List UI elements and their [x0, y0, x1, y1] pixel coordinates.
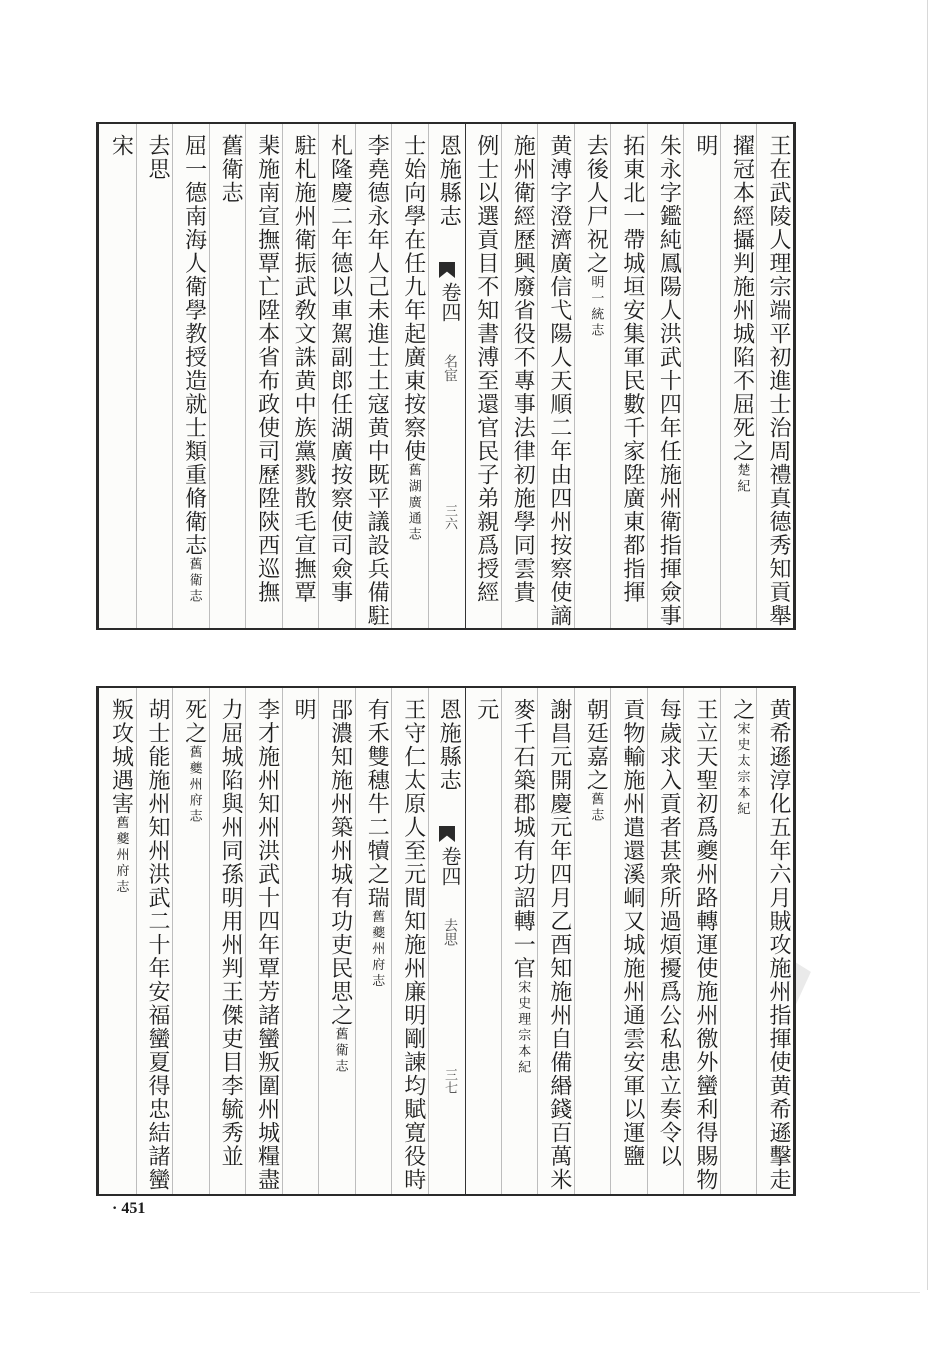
column-text: 元 [473, 698, 499, 722]
column-rule [610, 688, 611, 1194]
column-text: 札隆慶二年德以車駕副郎任湖廣按察使司僉事 [327, 134, 353, 604]
column-rule [537, 688, 538, 1194]
fold-page-number: 三七 [441, 1068, 457, 1094]
text-column [537, 688, 574, 1194]
column-text: 擢冠本經攝判施州城陷不屈死之 [729, 134, 755, 463]
column-text: 例士以選貢目不知書溥至還官民子弟親爲授經 [473, 134, 499, 604]
fold-title: 恩施縣志 [436, 134, 462, 228]
text-column [136, 688, 173, 1194]
column-text: 力屈城陷與州同孫明用州判王傑吏目李毓秀並 [218, 698, 244, 1168]
text-column [245, 124, 282, 628]
lower-page-panel [96, 686, 796, 1196]
text-column [720, 688, 757, 1194]
text-column [318, 688, 355, 1194]
column-text: 李才施州知州洪武十四年覃芳諸蠻叛圍州城糧盡 [254, 698, 280, 1192]
text-column [355, 688, 392, 1194]
column-text: 貢物輸施州遣還溪峒又城施州通雲安軍以運鹽 [619, 698, 645, 1168]
column-text: 朱永字鑑純鳳陽人洪武十四年任施州衛指揮僉事 [656, 134, 682, 628]
text-column [537, 124, 574, 628]
column-rule [574, 124, 575, 628]
column-rule [501, 688, 502, 1194]
column-text: 去思 [145, 134, 171, 181]
text-column [136, 124, 173, 628]
column-text: 朝廷嘉之 [583, 698, 609, 792]
text-column [647, 124, 684, 628]
fold-title: 恩施縣志 [436, 698, 462, 792]
text-column [99, 124, 136, 628]
column-text: 黄希遜淳化五年六月賊攻施州指揮使黄希遜擊走 [765, 698, 791, 1192]
text-column [756, 124, 793, 628]
column-rule [720, 688, 721, 1194]
text-column [209, 688, 246, 1194]
fold-volume: 卷四 [437, 282, 462, 322]
column-rule [355, 688, 356, 1194]
column-rule [245, 124, 246, 628]
column-text: 叛攻城遇害 [108, 698, 134, 816]
text-column [501, 124, 538, 628]
column-rule [209, 688, 210, 1194]
column-source-note: 舊衛志 [332, 1027, 348, 1075]
text-column [209, 124, 246, 628]
column-rule [756, 124, 757, 628]
column-rule [501, 124, 502, 628]
page-edge [927, 0, 928, 1290]
text-column [683, 124, 720, 628]
fold-section: 去思 [441, 918, 458, 946]
column-rule [318, 688, 319, 1194]
column-text: 明 [692, 134, 718, 158]
text-column [99, 688, 136, 1194]
column-text: 胡士能施州知州洪武二十年安福蠻夏得忠結諸蠻 [145, 698, 171, 1192]
column-rule [574, 688, 575, 1194]
column-text: 每歲求入貢者甚衆所過煩擾爲公私患立奏令以 [656, 698, 682, 1168]
text-column [355, 124, 392, 628]
column-rule [172, 124, 173, 628]
column-rule [355, 124, 356, 628]
text-column [318, 124, 355, 628]
text-column [756, 688, 793, 1194]
column-text: 有禾雙穗牛二犢之瑞 [364, 698, 390, 910]
column-rule [683, 124, 684, 628]
column-rule [720, 124, 721, 628]
column-text: 謝昌元開慶元年四月乙酉知施州自備緡錢百萬米 [546, 698, 572, 1192]
column-source-note: 舊夔州府志 [186, 745, 202, 825]
column-rule [647, 688, 648, 1194]
column-text: 王在武陵人理宗端平初進士治周禮真德秀知貢舉 [765, 134, 791, 628]
column-rule [428, 688, 429, 1194]
column-source-note: 宋史理宗本紀 [515, 980, 531, 1076]
text-column [391, 124, 428, 628]
column-rule [282, 124, 283, 628]
column-rule [428, 124, 429, 628]
text-column [282, 688, 319, 1194]
text-column [647, 688, 684, 1194]
column-rule [391, 688, 392, 1194]
bottom-edge [30, 1292, 920, 1293]
column-rule [136, 124, 137, 628]
column-source-note: 舊衛志 [186, 557, 202, 605]
column-source-note: 宋史太宗本紀 [734, 721, 750, 818]
column-source-note: 舊夔州府志 [369, 909, 385, 990]
fold-volume: 卷四 [437, 846, 462, 886]
column-text: 棐施南宣撫覃亡陞本省布政使司歷陞陝西巡撫 [254, 134, 280, 604]
text-column [574, 688, 611, 1194]
upper-page-panel [96, 122, 796, 630]
text-column [464, 124, 501, 628]
column-rule [318, 124, 319, 628]
text-column [464, 688, 501, 1194]
column-text: 死之 [181, 698, 207, 745]
column-source-note: 明一統志 [588, 275, 604, 339]
column-source-note: 舊志 [588, 792, 604, 824]
text-column [720, 124, 757, 628]
text-column [391, 688, 428, 1194]
column-text: 宋 [108, 134, 134, 158]
column-rule [209, 124, 210, 628]
column-rule [537, 124, 538, 628]
text-column [683, 688, 720, 1194]
column-rule [683, 688, 684, 1194]
column-text: 施州衛經歷興廢省役不專事法律初施學同雲貴 [510, 134, 536, 604]
text-column [172, 688, 209, 1194]
column-rule [647, 124, 648, 628]
column-text: 王立天聖初爲夔州路轉運使施州徼外蠻利得賜物 [692, 698, 718, 1192]
column-text: 李堯德永年人己未進士土寇黄中既平議設兵備駐 [364, 134, 390, 628]
column-text: 黄溥字澄濟廣信弋陽人天順二年由四州按察使謫 [546, 134, 572, 628]
text-column [282, 124, 319, 628]
column-rule [282, 688, 283, 1194]
column-rule [136, 688, 137, 1194]
text-column [501, 688, 538, 1194]
column-source-note: 舊湖廣通志 [405, 463, 421, 543]
fold-section: 名宦 [441, 354, 458, 382]
column-text: 拓東北一帶城垣安集軍民數千家陞廣東都指揮 [619, 134, 645, 604]
column-source-note: 舊夔州府志 [113, 815, 129, 896]
fold-center-label [428, 124, 467, 628]
page-number: · 451 [112, 1200, 146, 1217]
column-text: 舊衛志 [218, 134, 244, 205]
column-rule [172, 688, 173, 1194]
column-text: 駐札施州衛振武敎文誅黄中族黨戮散毛宣撫覃 [291, 134, 317, 604]
column-rule [610, 124, 611, 628]
column-text: 之 [729, 698, 755, 722]
column-text: 去後人尸祝之 [583, 134, 609, 275]
fold-page-number: 三六 [441, 504, 457, 530]
fold-center-label [428, 688, 467, 1194]
column-text: 王守仁太原人至元間知施州廉明剛諫均賦寛役時 [400, 698, 426, 1192]
column-text: 士始向學在任九年起廣東按察使 [400, 134, 426, 463]
text-column [245, 688, 282, 1194]
column-rule [245, 688, 246, 1194]
text-column [610, 688, 647, 1194]
column-text: 明 [291, 698, 317, 722]
column-source-note: 楚紀 [734, 463, 750, 495]
text-column [574, 124, 611, 628]
column-rule [756, 688, 757, 1194]
column-text: 屈一德南海人衛學教授造就士類重脩衛志 [181, 134, 207, 557]
column-text: 麥千石築郡城有功詔轉一官 [510, 698, 536, 980]
text-column [172, 124, 209, 628]
column-rule [391, 124, 392, 628]
column-text: 郘濃知施州築州城有功吏民思之 [327, 698, 353, 1027]
text-column [610, 124, 647, 628]
